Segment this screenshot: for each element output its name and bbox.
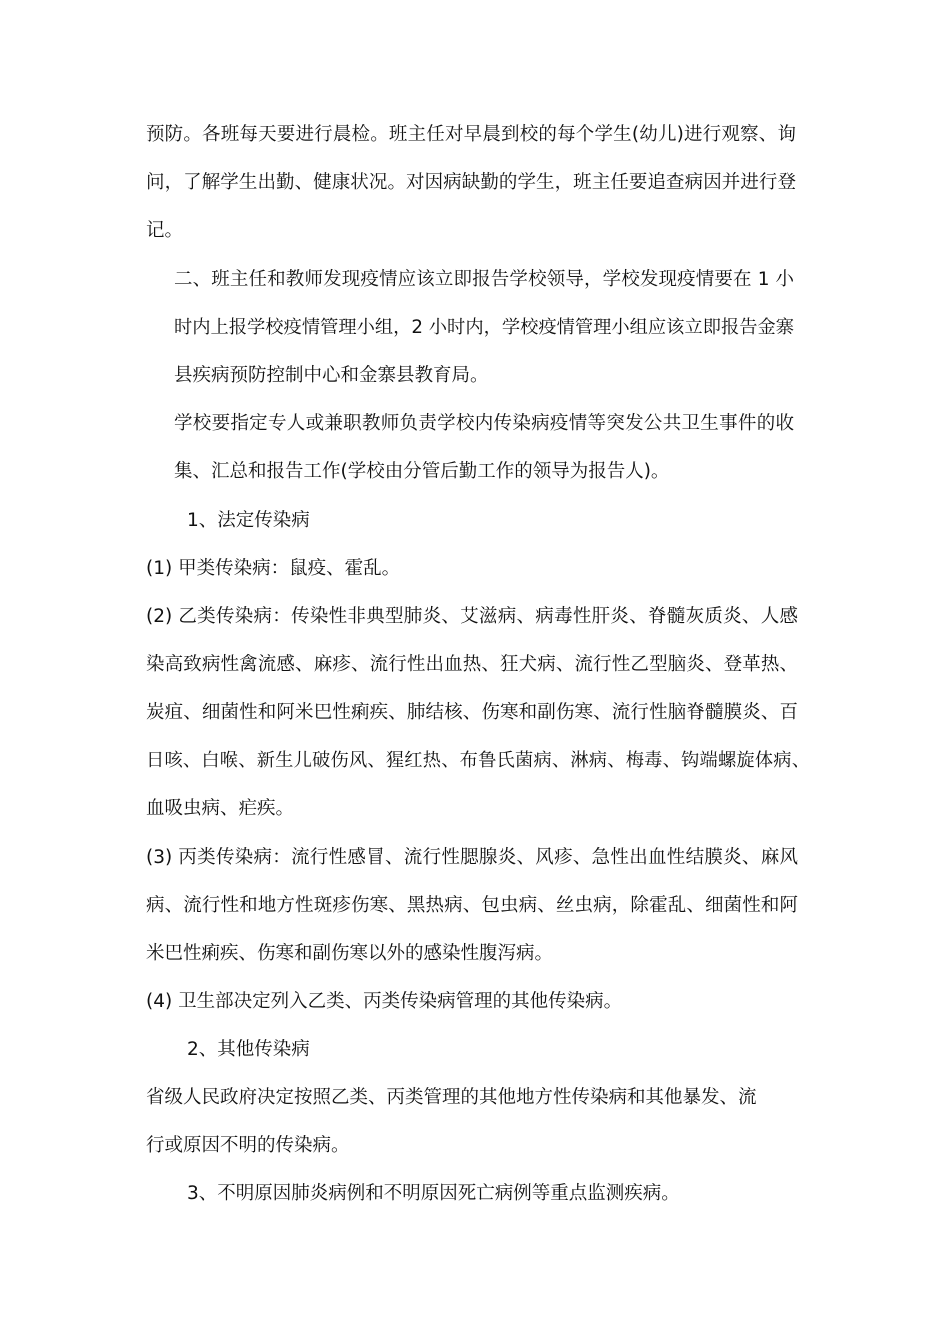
- text-line: 问，了解学生出勤、健康状况。对因病缺勤的学生，班主任要追查病因并进行登: [146, 172, 796, 193]
- text-line: (4) 卫生部决定列入乙类、丙类传染病管理的其他传染病。: [146, 991, 623, 1012]
- section-heading: 1、法定传染病: [187, 510, 310, 531]
- section-heading: 3、不明原因肺炎病例和不明原因死亡病例等重点监测疾病。: [187, 1183, 680, 1204]
- text-line: (2) 乙类传染病：传染性非典型肺炎、艾滋病、病毒性肝炎、脊髓灰质炎、人感: [146, 606, 798, 627]
- text-line: 集、汇总和报告工作(学校由分管后勤工作的领导为报告人)。: [174, 461, 670, 482]
- text-line: 日咳、白喉、新生儿破伤风、猩红热、布鲁氏菌病、淋病、梅毒、钩端螺旋体病、: [146, 750, 810, 771]
- text-line: 染高致病性禽流感、麻疹、流行性出血热、狂犬病、流行性乙型脑炎、登革热、: [146, 654, 798, 675]
- text-line: 二、班主任和教师发现疫情应该立即报告学校领导，学校发现疫情要在 1 小: [174, 269, 794, 290]
- text-line: 时内上报学校疫情管理小组，2 小时内，学校疫情管理小组应该立即报告金寨: [174, 317, 794, 338]
- text-line: 县疾病预防控制中心和金寨县教育局。: [174, 365, 489, 386]
- text-line: 炭疽、细菌性和阿米巴性痢疾、肺结核、伤寒和副伤寒、流行性脑脊髓膜炎、百: [146, 702, 798, 723]
- text-line: 血吸虫病、疟疾。: [146, 798, 295, 819]
- text-line: 预防。各班每天要进行晨检。班主任对早晨到校的每个学生(幼儿)进行观察、询: [146, 124, 796, 145]
- text-line: 学校要指定专人或兼职教师负责学校内传染病疫情等突发公共卫生事件的收: [174, 413, 794, 434]
- text-line: (3) 丙类传染病：流行性感冒、流行性腮腺炎、风疹、急性出血性结膜炎、麻风: [146, 847, 798, 868]
- text-line: 省级人民政府决定按照乙类、丙类管理的其他地方性传染病和其他暴发、流: [146, 1087, 757, 1108]
- section-heading: 2、其他传染病: [187, 1039, 310, 1060]
- text-line: 米巴性痢疾、伤寒和副伤寒以外的感染性腹泻病。: [146, 943, 554, 964]
- text-line: (1) 甲类传染病：鼠疫、霍乱。: [146, 558, 401, 579]
- text-line: 行或原因不明的传染病。: [146, 1135, 350, 1156]
- text-line: 记。: [146, 220, 184, 241]
- text-line: 病、流行性和地方性斑疹伤寒、黑热病、包虫病、丝虫病，除霍乱、细菌性和阿: [146, 895, 798, 916]
